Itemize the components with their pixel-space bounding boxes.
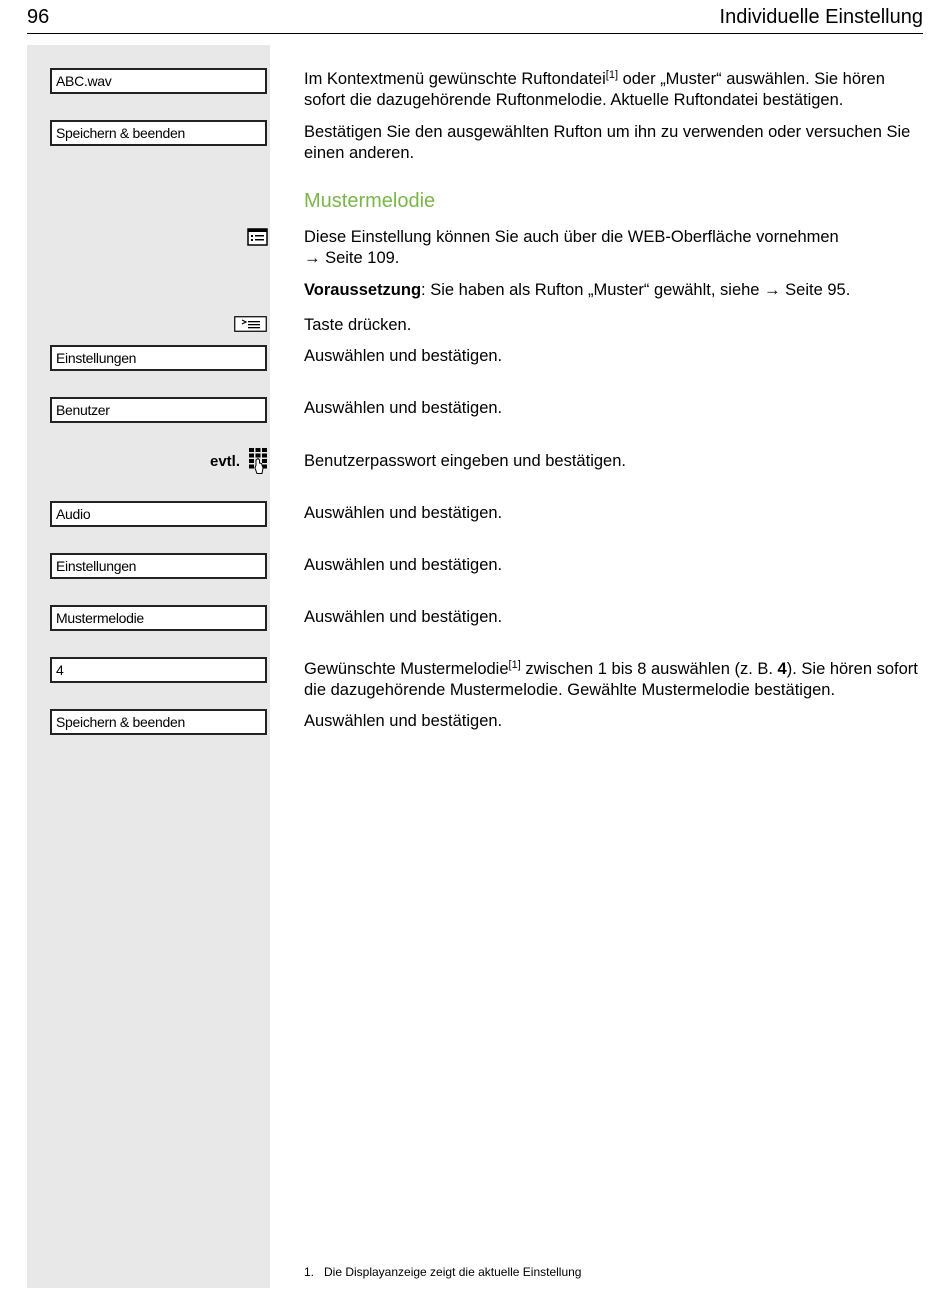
paragraph-select-confirm: Auswählen und bestätigen.: [304, 504, 503, 522]
display-box-abc-wav[interactable]: ABC.wav: [50, 68, 267, 94]
keypad-icon: [248, 447, 268, 475]
evtl-label: evtl.: [210, 453, 241, 470]
display-box-value-4[interactable]: 4: [50, 657, 267, 683]
paragraph-enter-password: Benutzerpasswort eingeben und bestätigen.: [304, 452, 626, 470]
paragraph-select-confirm: Auswählen und bestätigen.: [304, 608, 503, 626]
display-box-user[interactable]: Benutzer: [50, 397, 267, 423]
page-link-109[interactable]: → Seite 109.: [304, 249, 400, 267]
display-box-pattern-melody[interactable]: Mustermelodie: [50, 605, 267, 631]
paragraph-select-confirm: Auswählen und bestätigen.: [304, 556, 503, 574]
page-number: 96: [27, 6, 50, 28]
web-interface-icon: [247, 228, 268, 246]
paragraph-confirm-ringtone: Bestätigen Sie den ausgewählten Rufton um ihn zu verwenden oder versuchen Sie einen anderen.: [304, 123, 911, 162]
page-header: [27, 6, 923, 34]
paragraph-select-confirm: Auswählen und bestätigen.: [304, 399, 503, 417]
paragraph-select-confirm: Auswählen und bestätigen.: [304, 712, 503, 730]
footnote: 1. Die Displayanzeige zeigt die aktuelle Einstellung: [304, 1265, 582, 1279]
display-box-audio[interactable]: Audio: [50, 501, 267, 527]
menu-key-icon: [234, 316, 267, 332]
footnote-ref[interactable]: [1]: [605, 69, 618, 81]
display-box-settings-2[interactable]: Einstellungen: [50, 553, 267, 579]
chapter-title: Individuelle Einstellung: [719, 6, 923, 28]
display-box-settings[interactable]: Einstellungen: [50, 345, 267, 371]
paragraph-prerequisite: Voraussetzung: Sie haben als Rufton „Muster“ gewählt, siehe → Seite 95.: [304, 281, 851, 299]
paragraph-select-confirm: Auswählen und bestätigen.: [304, 347, 503, 365]
display-box-save-exit-2[interactable]: Speichern & beenden: [50, 709, 267, 735]
footnote-ref[interactable]: [1]: [508, 659, 521, 671]
section-heading: Mustermelodie: [304, 190, 436, 212]
paragraph-web-interface: Diese Einstellung können Sie auch über die WEB-Oberfläche vornehmen → Seite 109.: [304, 227, 926, 269]
paragraph-press-key: Taste drücken.: [304, 316, 412, 334]
display-box-save-exit[interactable]: Speichern & beenden: [50, 120, 267, 146]
paragraph-choose-melody: Gewünschte Mustermelodie[1] zwischen 1 bis 8 auswählen (z. B. 4). Sie hören sofort die dazugehörende Mustermelodie. Gewählte Mustermelodie bestätigen.: [304, 659, 918, 699]
paragraph-ringtone-file: Im Kontextmenü gewünschte Ruftondatei[1] oder „Muster“ auswählen. Sie hören sofort die dazugehörende Ruftonmelodie. Aktuelle Ruftondatei bestätigen.: [304, 69, 885, 109]
